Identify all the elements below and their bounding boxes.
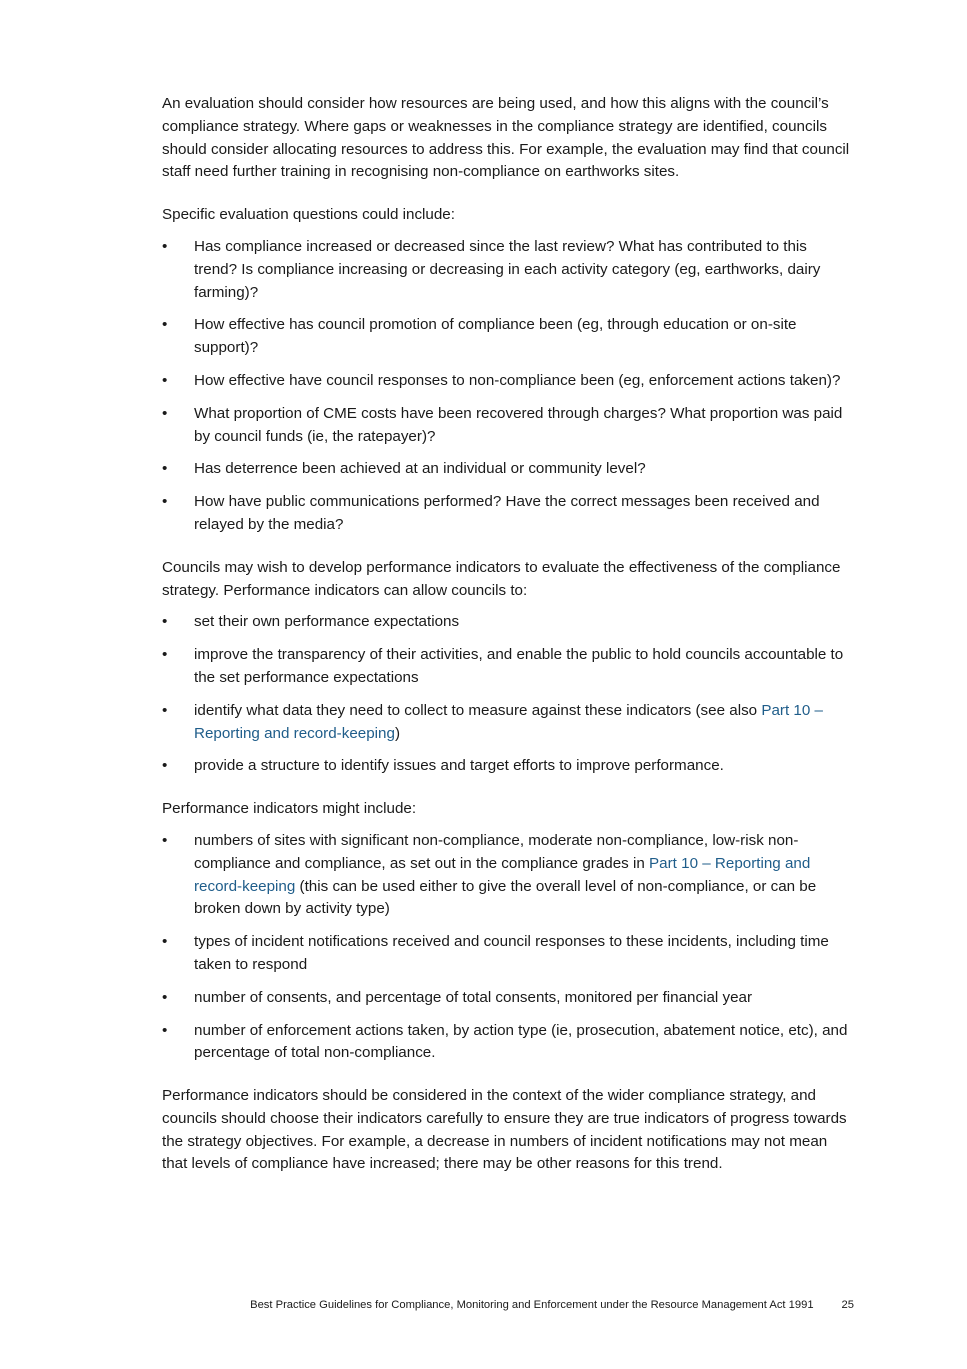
list-item-text: numbers of sites with significant non-compliance, moderate non-compliance, low-risk non-compliance and compliance, as set out in the compliance grades in [194, 831, 799, 872]
closing-paragraph: Performance indicators should be considered in the context of the wider compliance strategy, and councils should choose their indicators carefully to ensure they are true indicators of progress towards the strategy objectives. For example, a decrease in numbers of incident notifications may not mean that levels of compliance have increased; there may be other reasons for this trend. [162, 1087, 847, 1173]
list-item [162, 236, 852, 304]
list-item-text: What proportion of CME costs have been recovered through charges? What proportion was paid by council funds (ie, the ratepayer)? [194, 404, 843, 445]
list-item-text: How have public communications performed? Have the correct messages been received and relayed by the media? [194, 493, 820, 533]
list-item-text: Has deterrence been achieved at an individual or community level? [194, 460, 646, 478]
list-item-text: types of incident notifications received and council responses to these incidents, including time taken to respond [194, 933, 829, 973]
list-item [162, 314, 852, 360]
document-page [162, 93, 852, 1196]
bullet-icon: • [162, 493, 168, 511]
indicators-list-lead: Performance indicators might include: [162, 800, 417, 818]
bullet-icon: • [162, 933, 168, 951]
list-item-text: (this can be used either to give the overall level of non-compliance, or can be broken down by activity type) [194, 877, 817, 918]
list-item-text: identify what data they need to collect to measure against these indicators (see also [194, 701, 762, 719]
page-number: 25 [841, 1299, 854, 1311]
part-10-reporting-link[interactable]: Part 10 – Reporting and record-keeping [194, 854, 811, 895]
bullet-icon: • [162, 613, 168, 631]
list-item [162, 830, 852, 921]
list-item-text: improve the transparency of their activities, and enable the public to hold councils accountable to the set performance expectations [194, 646, 844, 686]
bullet-icon: • [162, 237, 168, 255]
list-item [162, 644, 852, 690]
bullet-icon: • [162, 988, 168, 1006]
list-item-text: How effective have council responses to non-compliance been (eg, enforcement actions taken)? [194, 371, 841, 389]
list-item [162, 458, 852, 481]
bullet-icon: • [162, 371, 168, 389]
bullet-icon: • [162, 460, 168, 478]
list-item [162, 611, 852, 634]
page-footer [160, 1297, 854, 1313]
list-item [162, 403, 852, 449]
list-item-text: Has compliance increased or decreased since the last review? What has contributed to this trend? Is compliance increasing or decreasing in each activity category (eg, earthworks, dairy farming)? [194, 237, 821, 301]
bullet-icon: • [162, 404, 168, 422]
bullet-icon: • [162, 316, 168, 334]
list-item-text: number of enforcement actions taken, by action type (ie, prosecution, abatement notice, etc), and percentage of total non-compliance. [194, 1021, 848, 1062]
performance-indicators-list [162, 830, 852, 1065]
list-item-text: How effective has council promotion of compliance been (eg, through education or on-site support)? [194, 316, 797, 357]
list-item [162, 491, 852, 537]
bullet-icon: • [162, 831, 168, 849]
bullet-icon: • [162, 1021, 168, 1039]
questions-lead: Specific evaluation questions could include: [162, 206, 455, 224]
bullet-icon: • [162, 646, 168, 664]
footer-title: Best Practice Guidelines for Compliance, Monitoring and Enforcement under the Resource Management Act 1991 [250, 1299, 814, 1311]
list-item [162, 370, 852, 393]
indicators-intro-lead: Councils may wish to develop performance indicators to evaluate the effectiveness of the compliance strategy. Performance indicators can allow councils to: [162, 558, 841, 599]
list-item-text: ) [394, 724, 401, 742]
list-item [162, 931, 852, 977]
indicators-benefits-list [162, 611, 852, 778]
list-item [162, 700, 852, 746]
bullet-icon: • [162, 701, 168, 719]
evaluation-questions-list [162, 236, 852, 537]
list-item-text: set their own performance expectations [194, 613, 460, 631]
bullet-icon: • [162, 757, 168, 775]
list-item [162, 755, 852, 778]
part-10-reporting-link[interactable]: Part 10 – Reporting and record-keeping [194, 701, 823, 742]
list-item-text: number of consents, and percentage of total consents, monitored per financial year [194, 988, 753, 1006]
list-item-text: provide a structure to identify issues and target efforts to improve performance. [194, 757, 724, 775]
intro-paragraph: An evaluation should consider how resources are being used, and how this aligns with the council’s compliance strategy. Where gaps or weaknesses in the compliance strategy are identified, councils should consider allocating resources to address this. For example, the evaluation may find that council staff need further training in recognising non-compliance on earthworks sites. [162, 95, 850, 181]
list-item [162, 987, 852, 1010]
list-item [162, 1020, 852, 1066]
